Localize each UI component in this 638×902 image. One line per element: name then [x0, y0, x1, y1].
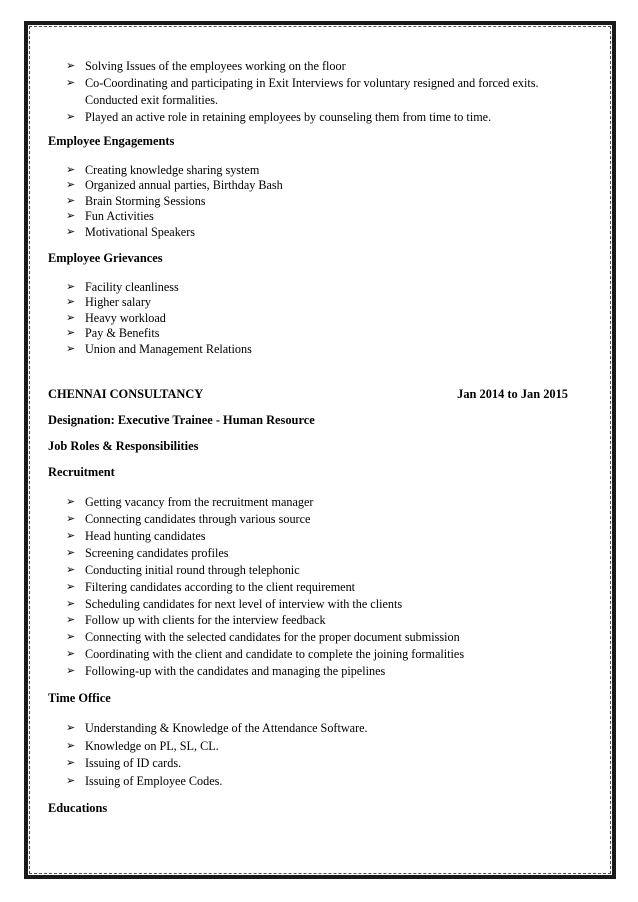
list-item-text: Connecting candidates through various source	[85, 511, 311, 526]
list-item-text: Solving Issues of the employees working on the floor	[85, 59, 346, 73]
arrow-bullet-icon: ➢	[66, 665, 76, 678]
grievances-list	[48, 280, 568, 357]
list-item	[48, 163, 568, 178]
list-item-text: Knowledge on PL, SL, CL.	[85, 738, 219, 753]
list-item	[48, 75, 568, 109]
list-item-text: Understanding & Knowledge of the Attendance Software.	[85, 721, 368, 736]
arrow-bullet-icon: ➢	[66, 631, 76, 644]
list-item	[48, 738, 568, 756]
arrow-bullet-icon: ➢	[66, 111, 76, 123]
list-item-text: Head hunting candidates	[85, 528, 206, 543]
time-office-heading: Time Office	[48, 691, 111, 706]
list-item-text: Higher salary	[85, 295, 151, 310]
list-item	[48, 629, 568, 646]
arrow-bullet-icon: ➢	[66, 281, 76, 294]
roles-heading: Job Roles & Responsibilities	[48, 439, 199, 454]
arrow-bullet-icon: ➢	[66, 757, 76, 770]
arrow-bullet-icon: ➢	[66, 512, 76, 525]
list-item	[48, 663, 568, 680]
list-item	[48, 326, 568, 341]
list-item	[48, 511, 568, 528]
engagements-heading: Employee Engagements	[48, 134, 175, 148]
arrow-bullet-icon: ➢	[66, 225, 76, 238]
arrow-bullet-icon: ➢	[66, 614, 76, 627]
list-item	[48, 178, 568, 193]
job-header	[48, 387, 568, 402]
arrow-bullet-icon: ➢	[66, 194, 76, 207]
arrow-bullet-icon: ➢	[66, 164, 76, 176]
arrow-bullet-icon: ➢	[66, 210, 76, 223]
arrow-bullet-icon: ➢	[66, 597, 76, 610]
arrow-bullet-icon: ➢	[66, 546, 76, 559]
list-item	[48, 311, 568, 326]
arrow-bullet-icon: ➢	[66, 327, 76, 340]
list-item	[48, 494, 568, 511]
arrow-bullet-icon: ➢	[66, 60, 76, 72]
arrow-bullet-icon: ➢	[66, 496, 76, 509]
educations-heading: Educations	[48, 801, 108, 816]
arrow-bullet-icon: ➢	[66, 311, 76, 324]
list-item-text: Organized annual parties, Birthday Bash	[85, 178, 283, 193]
arrow-bullet-icon: ➢	[66, 722, 76, 735]
list-item	[48, 194, 568, 209]
list-item-text: Union and Management Relations	[85, 341, 252, 356]
list-item	[48, 280, 568, 295]
list-item	[48, 646, 568, 663]
arrow-bullet-icon: ➢	[66, 296, 76, 309]
grievances-heading: Employee Grievances	[48, 251, 163, 266]
list-item-text: Issuing of Employee Codes.	[85, 773, 223, 788]
list-item	[48, 612, 568, 629]
time-office-list	[48, 720, 568, 790]
list-item	[48, 579, 568, 596]
intro-list	[48, 58, 568, 126]
list-item-text: Following-up with the candidates and managing the pipelines	[85, 664, 386, 679]
resume-page	[48, 58, 568, 816]
list-item	[48, 342, 568, 357]
arrow-bullet-icon: ➢	[66, 77, 76, 89]
list-item	[48, 58, 568, 75]
list-item	[48, 755, 568, 773]
recruitment-list	[48, 494, 568, 680]
list-item-text: Brain Storming Sessions	[85, 193, 206, 208]
list-item-text: Issuing of ID cards.	[85, 756, 182, 771]
list-item	[48, 720, 568, 738]
arrow-bullet-icon: ➢	[66, 563, 76, 576]
arrow-bullet-icon: ➢	[66, 179, 76, 192]
list-item	[48, 109, 568, 126]
arrow-bullet-icon: ➢	[66, 580, 76, 593]
engagements-list	[48, 163, 568, 240]
arrow-bullet-icon: ➢	[66, 739, 76, 752]
list-item	[48, 528, 568, 545]
list-item	[48, 225, 568, 240]
list-item-text: Fun Activities	[85, 209, 154, 224]
list-item-text: Filtering candidates according to the client requirement	[85, 579, 356, 594]
list-item-text: Scheduling candidates for next level of interview with the clients	[85, 596, 403, 611]
list-item	[48, 773, 568, 791]
arrow-bullet-icon: ➢	[66, 648, 76, 661]
arrow-bullet-icon: ➢	[66, 774, 76, 787]
list-item-text: Facility cleanliness	[85, 280, 179, 295]
recruitment-heading: Recruitment	[48, 465, 115, 480]
list-item-text: Conducting initial round through telephonic	[85, 562, 300, 577]
list-item-text: Heavy workload	[85, 310, 166, 325]
list-item-text: Played an active role in retaining employees by counseling them from time to time.	[85, 110, 492, 124]
company-name: CHENNAI CONSULTANCY	[48, 387, 204, 402]
list-item-text: Motivational Speakers	[85, 224, 196, 239]
arrow-bullet-icon: ➢	[66, 529, 76, 542]
list-item	[48, 545, 568, 562]
list-item-text: Follow up with clients for the interview feedback	[85, 613, 326, 628]
list-item-text: Creating knowledge sharing system	[85, 163, 260, 177]
list-item-text: Screening candidates profiles	[85, 545, 229, 560]
arrow-bullet-icon: ➢	[66, 342, 76, 355]
list-item-text: Coordinating with the client and candidate to complete the joining formalities	[85, 647, 465, 662]
list-item-text: Pay & Benefits	[85, 326, 160, 341]
job-dates: Jan 2014 to Jan 2015	[457, 387, 568, 402]
list-item	[48, 596, 568, 613]
designation: Designation: Executive Trainee - Human Resource	[48, 413, 315, 428]
list-item-text: Co-Coordinating and participating in Exit Interviews for voluntary resigned and forced exits. Conducted exit formalities.	[85, 76, 539, 107]
list-item-text: Getting vacancy from the recruitment manager	[85, 495, 314, 510]
list-item	[48, 209, 568, 224]
list-item	[48, 562, 568, 579]
list-item-text: Connecting with the selected candidates for the proper document submission	[85, 630, 460, 645]
list-item	[48, 295, 568, 310]
